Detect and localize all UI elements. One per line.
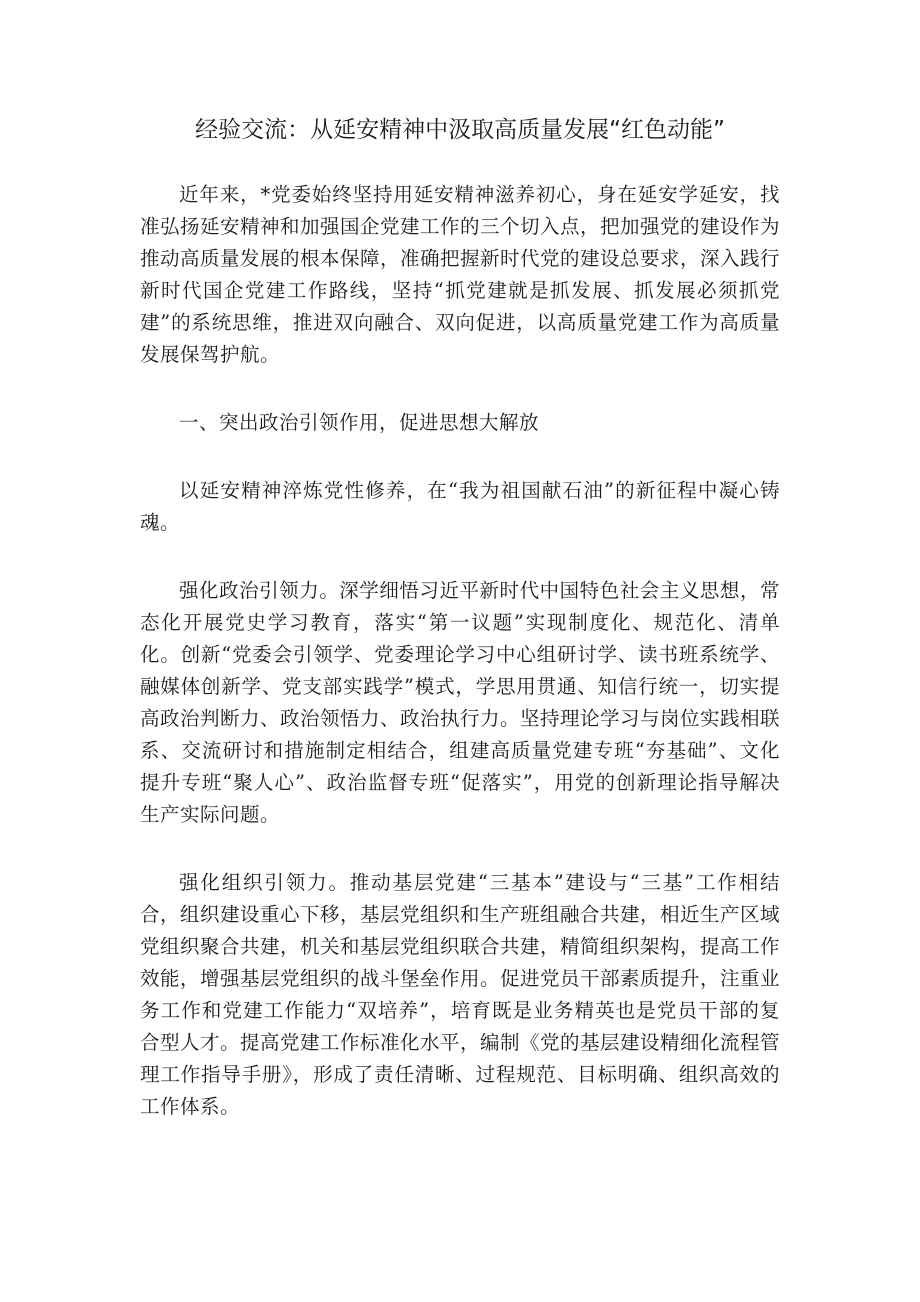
document-title: 经验交流：从延安精神中汲取高质量发展“红色动能”: [195, 117, 725, 143]
organizational-leadership-paragraph: 强化组织引领力。推动基层党建“三基本”建设与“三基”工作相结合，组织建设重心下移，基层党组织和生产班组融合共建，相近生产区域党组织聚合共建，机关和基层党组织联合共建，精简组织架构，提高工作效能，增强基层党组织的战斗堡垒作用。促进党员干部素质提升，注重业务工作和党建工作能力“双培养”，培育既是业务精英也是党员干部的复合型人才。提高党建工作标准化水平，编制《党的基层建设精细化流程管理工作指导手册》，形成了责任清晰、过程规范、目标明确、组织高效的工作体系。: [140, 871, 781, 1118]
political-leadership-paragraph: 强化政治引领力。深学细悟习近平新时代中国特色社会主义思想，常态化开展党史学习教育，落实“第一议题”实现制度化、规范化、清单化。创新“党委会引领学、党委理论学习中心组研讨学、读书班系统学、融媒体创新学、党支部实践学”模式，学思用贯通、知信行统一，切实提高政治判断力、政治领悟力、政治执行力。坚持理论学习与岗位实践相联系、交流研讨和措施制定相结合，组建高质量党建专班“夯基础”、文化提升专班“聚人心”、政治监督专班“促落实”，用党的创新理论指导解决生产实际问题。: [140, 579, 781, 826]
section-lead-paragraph: 以延安精神淬炼党性修养，在“我为祖国献石油”的新征程中凝心铸魂。: [140, 479, 780, 534]
document-body: [140, 179, 780, 1159]
section-heading: 一、突出政治引领作用，促进思想大解放: [179, 411, 540, 434]
intro-paragraph: 近年来，*党委始终坚持用延安精神滋养初心，身在延安学延安，找准弘扬延安精神和加强国企党建工作的三个切入点，把加强党的建设作为推动高质量发展的根本保障，准确把握新时代党的建设总要求，深入践行新时代国企党建工作路线，坚持“抓党建就是抓发展、抓发展必须抓党建”的系统思维，推进双向融合、双向促进，以高质量党建工作为高质量发展保驾护航。: [140, 183, 781, 366]
